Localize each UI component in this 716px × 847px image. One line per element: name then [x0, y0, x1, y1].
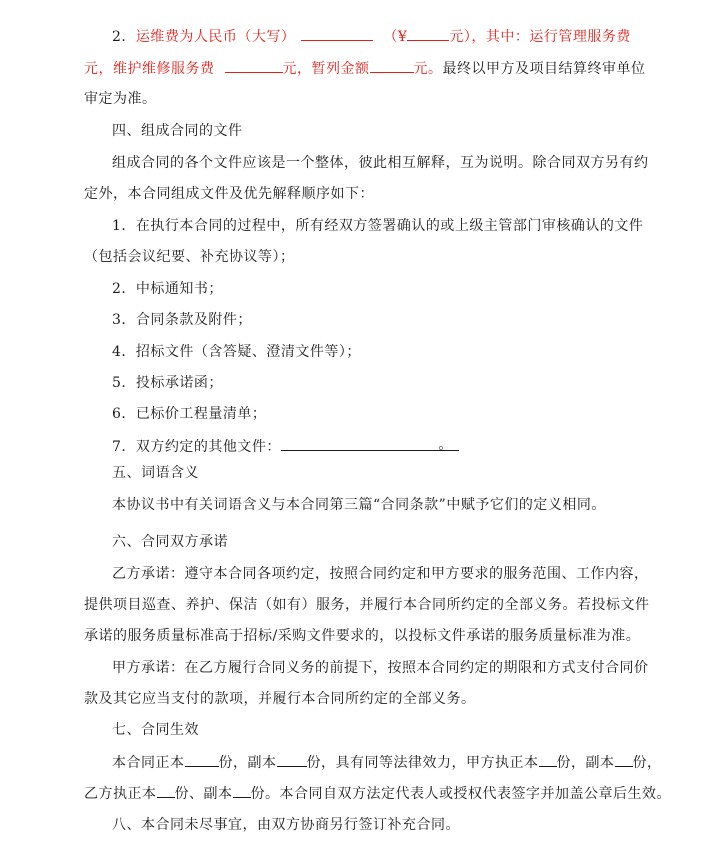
paragraph-line: 审定为准。 [84, 91, 157, 107]
duplicate-copies-blank[interactable] [277, 752, 307, 767]
party-a-original-blank[interactable] [539, 752, 557, 767]
item-number: 2． [112, 29, 136, 45]
provisional-sum-blank[interactable] [370, 58, 414, 73]
party-b-duplicate-blank[interactable] [233, 783, 251, 798]
paragraph-line: 提供项目巡查、养护、保洁（如有）服务，并履行本合同所约定的全部义务。若投标文件 [84, 597, 650, 613]
paragraph-line: 甲方承诺：在乙方履行合同义务的前提下，按照本合同约定的期限和方式支付合同价 [112, 660, 649, 676]
fee-line-2 [84, 58, 646, 78]
section-title: 七、合同生效 [112, 722, 199, 738]
list-item: （包括会议纪要、补充协议等）； [84, 249, 295, 265]
copies-text: 份，具有同等法律效力，甲方执正本 [306, 755, 539, 771]
maintenance-fee-blank[interactable] [225, 58, 283, 73]
fee-text: 元，暂列金额 [282, 61, 370, 77]
list-item: 1．在执行本合同的过程中，所有经双方签署确认的或上级主管部门审核确认的文件 [112, 218, 644, 234]
party-a-duplicate-blank[interactable] [615, 752, 633, 767]
list-item: 3．合同条款及附件； [112, 312, 252, 328]
fee-text: 元），其中：运行管理服务费 [449, 29, 631, 45]
fee-text: （¥ [383, 29, 408, 45]
copies-text: 本合同正本 [112, 755, 185, 771]
original-copies-blank[interactable] [185, 752, 219, 767]
list-item [112, 436, 459, 456]
fee-numeric-blank[interactable] [407, 26, 449, 41]
party-b-original-blank[interactable] [157, 783, 175, 798]
other-documents-blank[interactable] [281, 436, 459, 451]
other-documents-label: 7．双方约定的其他文件： [112, 439, 281, 455]
fee-line-1 [112, 26, 631, 46]
fee-text: 运维费为人民币（大写） [135, 29, 296, 45]
section-title: 六、合同双方承诺 [112, 534, 228, 550]
copies-text: 份，副本 [218, 755, 277, 771]
paragraph-line: 承诺的服务质量标准高于招标/采购文件要求的，以投标文件承诺的服务质量标准为准。 [84, 628, 641, 644]
paragraph-line: 八、本合同未尽事宜，由双方协商另行签订补充合同。 [112, 817, 460, 833]
list-item: 2．中标通知书； [112, 281, 223, 297]
copies-text: 份，副本 [556, 755, 615, 771]
list-item: 6．已标价工程量清单； [112, 406, 267, 422]
period-mark: 。 [438, 437, 453, 453]
fee-text: 元。 [413, 61, 443, 77]
section-title: 四、组成合同的文件 [112, 123, 243, 139]
section-title: 五、词语含义 [112, 465, 199, 481]
paragraph-line: 组成合同的各个文件应该是一个整体，彼此相互解释，互为说明。除合同双方另有约 [112, 155, 649, 171]
copies-line-2 [84, 783, 671, 803]
copies-text: 份。本合同自双方法定代表人或授权代表签字并加盖公章后生效。 [250, 786, 671, 802]
fee-capital-blank[interactable] [301, 26, 373, 41]
copies-text: 份， [632, 755, 662, 771]
settlement-text: 最终以甲方及项目结算终审单位 [442, 61, 646, 77]
paragraph-line: 乙方承诺：遵守本合同各项约定，按照合同约定和甲方要求的服务范围、工作内容， [112, 566, 649, 582]
copies-line-1 [112, 752, 662, 772]
paragraph-line: 款及其它应当支付的款项，并履行本合同所约定的全部义务。 [84, 691, 476, 707]
paragraph-line: 本协议书中有关词语含义与本合同第三篇“合同条款”中赋予它们的定义相同。 [112, 497, 606, 513]
list-item: 4．招标文件（含答疑、澄清文件等）； [112, 344, 361, 360]
paragraph-line: 定外，本合同组成文件及优先解释顺序如下： [84, 186, 374, 202]
copies-text: 份、副本 [174, 786, 233, 802]
fee-text: 元，维护维修服务费 [84, 61, 215, 77]
copies-text: 乙方执正本 [84, 786, 157, 802]
list-item: 5．投标承诺函； [112, 375, 223, 391]
